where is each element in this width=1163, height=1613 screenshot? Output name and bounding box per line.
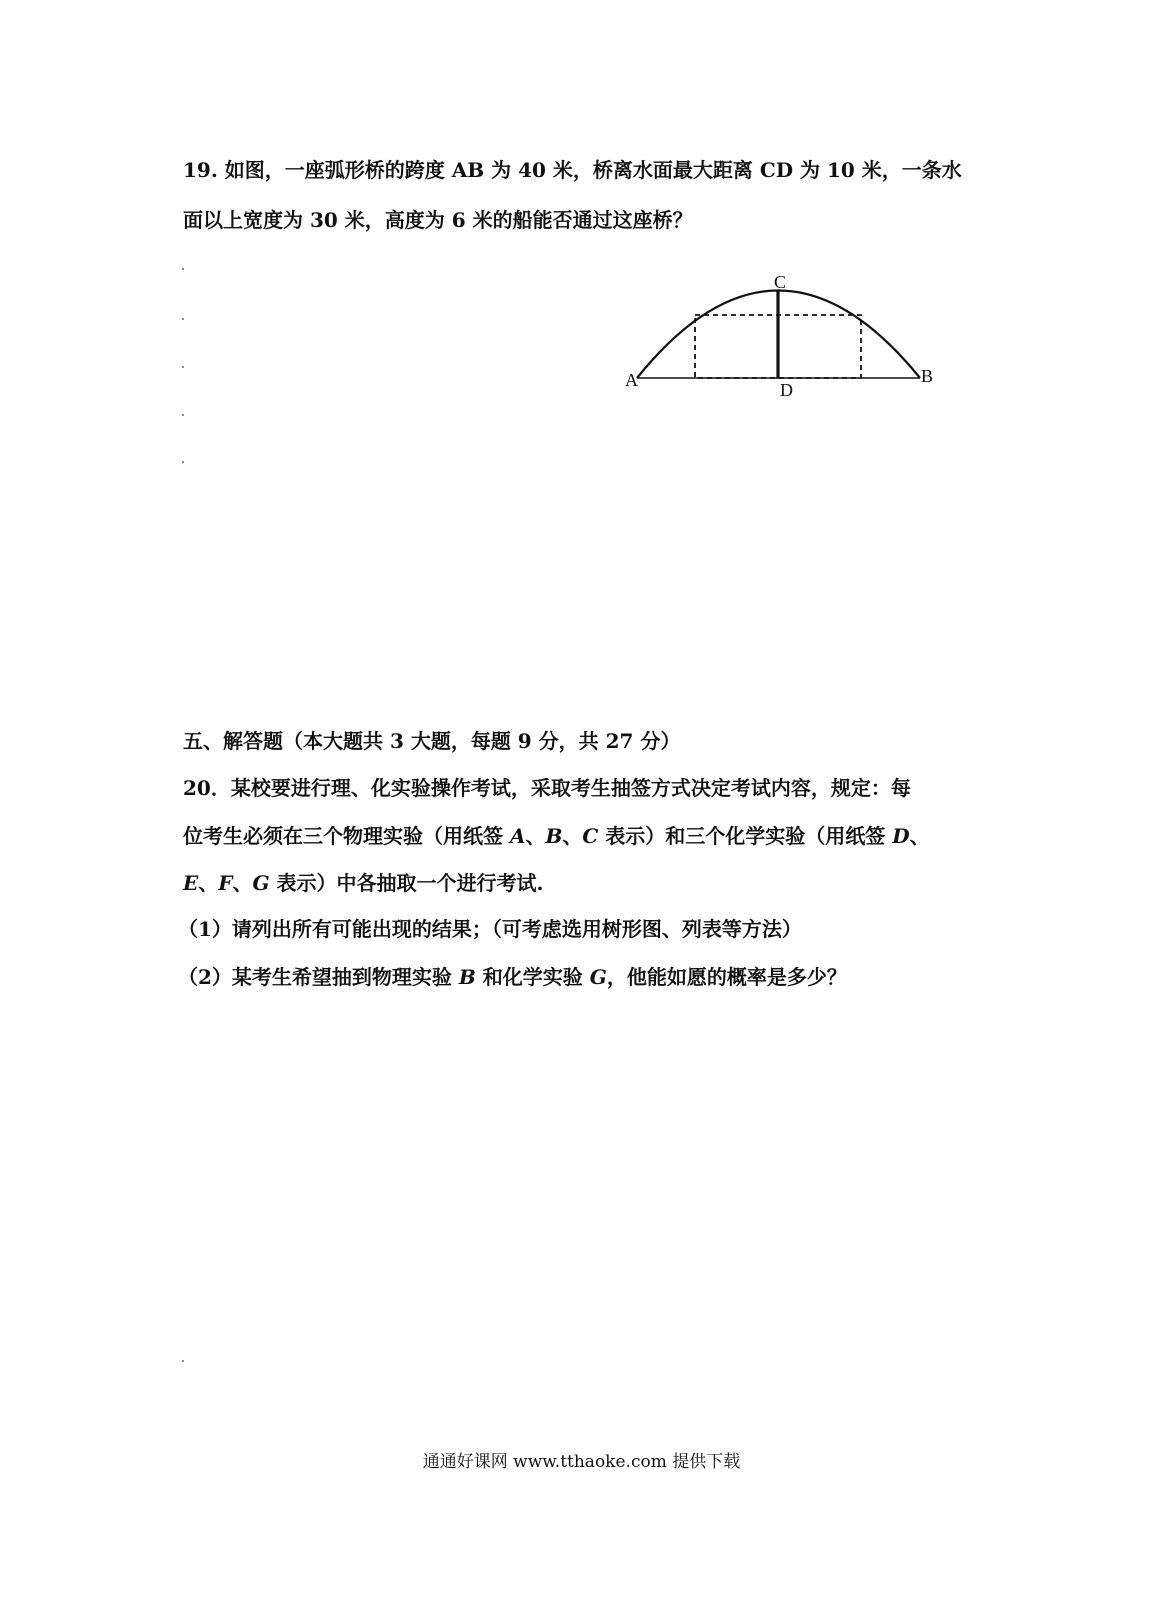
scan-speck	[182, 461, 184, 463]
q20-text: 和化学实验	[475, 965, 590, 989]
q20-text: 、	[198, 871, 219, 895]
bridge-arc-figure	[616, 266, 946, 406]
variable-f: F	[218, 871, 233, 895]
point-c-label: C	[774, 272, 787, 292]
question-20-part-1: （1）请列出所有可能出现的结果；（可考虑选用树形图、列表等方法）	[178, 917, 802, 941]
variable-g: G	[252, 871, 270, 895]
variable-a: A	[509, 824, 526, 848]
question-19-line-2: 面以上宽度为 30 米，高度为 6 米的船能否通过这座桥？	[183, 208, 693, 232]
point-a-label: A	[625, 370, 638, 390]
q20-text: 位考生必须在三个物理实验（用纸签	[183, 824, 510, 848]
variable-c: C	[582, 824, 599, 848]
scan-speck	[182, 414, 184, 416]
question-20-line-3	[183, 869, 543, 897]
q20-text: 表示）中各抽取一个进行考试.	[269, 871, 544, 895]
section-heading: 五、解答题（本大题共 3 大题，每题 9 分，共 27 分）	[183, 729, 681, 753]
q20-text: 、	[562, 824, 583, 848]
scan-speck	[182, 366, 184, 368]
scan-speck	[182, 318, 184, 320]
question-20-part-2	[178, 963, 847, 991]
variable-b: B	[458, 965, 476, 989]
question-20-line-2	[183, 822, 930, 850]
q20-text: 表示）和三个化学实验（用纸签	[598, 824, 893, 848]
variable-g: G	[589, 965, 607, 989]
variable-b: B	[545, 824, 563, 848]
question-20-line-1: 20．某校要进行理、化实验操作考试，采取考生抽签方式决定考试内容，规定：每	[183, 776, 911, 800]
scan-speck	[182, 1360, 184, 1362]
point-d-label: D	[780, 380, 793, 400]
q20-text: 、	[909, 824, 930, 848]
q20-text: （2）某考生希望抽到物理实验	[178, 965, 459, 989]
scan-speck	[182, 268, 184, 270]
footer-watermark: 通通好课网 www.tthaoke.com 提供下载	[422, 1452, 741, 1472]
variable-d: D	[892, 824, 910, 848]
q20-text: 、	[525, 824, 546, 848]
point-b-label: B	[921, 366, 934, 386]
q20-text: 、	[232, 871, 253, 895]
variable-e: E	[183, 871, 199, 895]
q20-text: ，他能如愿的概率是多少？	[606, 965, 847, 989]
question-19-line-1: 19. 如图，一座弧形桥的跨度 AB 为 40 米，桥离水面最大距离 CD 为 10 米，一条水	[183, 158, 962, 182]
